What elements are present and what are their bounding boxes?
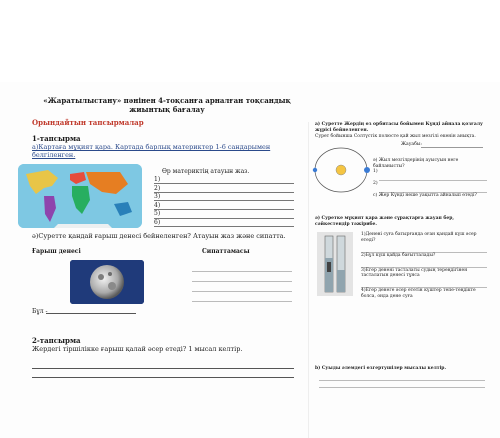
experiment-q1: 1)Денені суға батырғанда оған қандай күш әсер етеді? (361, 232, 477, 243)
description-line[interactable] (192, 292, 292, 302)
experiment-q2: 2)Бұл күш қайда бағытталады? (361, 252, 436, 258)
task1-part-b-instruction: ә)Суретте қандай ғарыш денесі бейнеленген? Атауын жаз және сипатта. (32, 232, 286, 240)
materials-prompt: Өр материктің атауын жаз. (162, 168, 250, 175)
answer-line-2[interactable]: 2) (154, 185, 294, 193)
experiment-subquestions (361, 232, 487, 302)
task1-part-a-instruction: а)Картаға мұқият қара. Картада барлық материктер 1-6 сандарымен белгіленген. (32, 143, 271, 159)
answer-label: Бұл - (32, 308, 48, 315)
task2-question: Жердегі тіршілікке ғарыш қалай әсер етеді? 1 мысал келтір. (32, 345, 243, 353)
column-heading-space-body: Ғарыш денесі (32, 248, 81, 255)
orbit-answer-line[interactable] (421, 147, 483, 148)
description-line[interactable] (192, 282, 292, 292)
document-title: «Жаратылыстану» пәнінен 4-тоқсанға арналған тоқсандық жиынтық бағалау (43, 96, 291, 114)
experiment-q4: 4)Егер денеге әсер ететін күштер тепе-теңдікте болса, онда дене суға (361, 288, 476, 299)
description-line[interactable] (192, 272, 292, 282)
task2-answer-line[interactable] (32, 360, 294, 369)
section-label: Орындайтын тапсырмалар (32, 118, 144, 127)
changes-question-title: b) Суыды әлемдегі өзгертушілер мысалы келтір. (315, 366, 447, 371)
orbit-question-subtitle: Сурет бойынша Солтүстік полюсте қай жыл мезгілі екенін анықта. (315, 134, 476, 139)
orbit-question-title: а) Суретте Жердің өз орбитасы бойымен Күнді айнала қозғалу жүрісі бейнеленген. (315, 122, 483, 133)
answer-line-4[interactable]: 4) (154, 202, 294, 210)
answer-line-1[interactable]: 1) (154, 176, 294, 184)
experiment-question-title: ә) Суретке мұқият қара және сұрақтарға жауап бер, сәйкестендір тәжірибе. (315, 216, 454, 227)
world-map-image (18, 164, 142, 228)
season-answer-1: 1) (373, 169, 378, 174)
answer-blank[interactable] (46, 313, 136, 314)
moon-image (70, 260, 144, 304)
answer-line-6[interactable]: 6) (154, 219, 294, 227)
task2-heading: 2-тапсырма (32, 336, 81, 345)
orbit-answer-label: Жауабы: (401, 142, 422, 147)
worksheet-photo (0, 82, 500, 438)
changes-answer-lines (319, 374, 485, 388)
experiment-q3: 3)Егер денені тасталаты судың тереңдігінен тасталатын денесі тұнса (361, 267, 468, 278)
description-lines (192, 262, 292, 302)
task1-heading: 1-тапсырма (32, 134, 81, 143)
water-tube-diagram (317, 232, 353, 296)
left-page (12, 82, 302, 438)
answer-line-5[interactable]: 5) (154, 210, 294, 218)
season-answer-2: 2) (373, 181, 378, 186)
changes-answer-line[interactable] (319, 374, 485, 381)
orbit-period-question: с) Жер Күнді неше уақытта айналып өтеді? (373, 193, 477, 198)
right-page (308, 122, 491, 438)
orbit-subquestions (373, 158, 487, 199)
changes-answer-line[interactable] (319, 381, 485, 388)
task2-answer-line[interactable] (32, 369, 294, 378)
task2-answer-lines (32, 360, 294, 378)
season-question: ә) Жыл мезгілдерінің ауысуын неге байланысты? (373, 158, 459, 169)
earth-orbit-diagram (311, 142, 371, 198)
description-line[interactable] (192, 262, 292, 272)
column-heading-description: Сипаттамасы (202, 248, 250, 255)
answer-line-3[interactable]: 3) (154, 193, 294, 201)
continent-answer-list (154, 176, 294, 227)
